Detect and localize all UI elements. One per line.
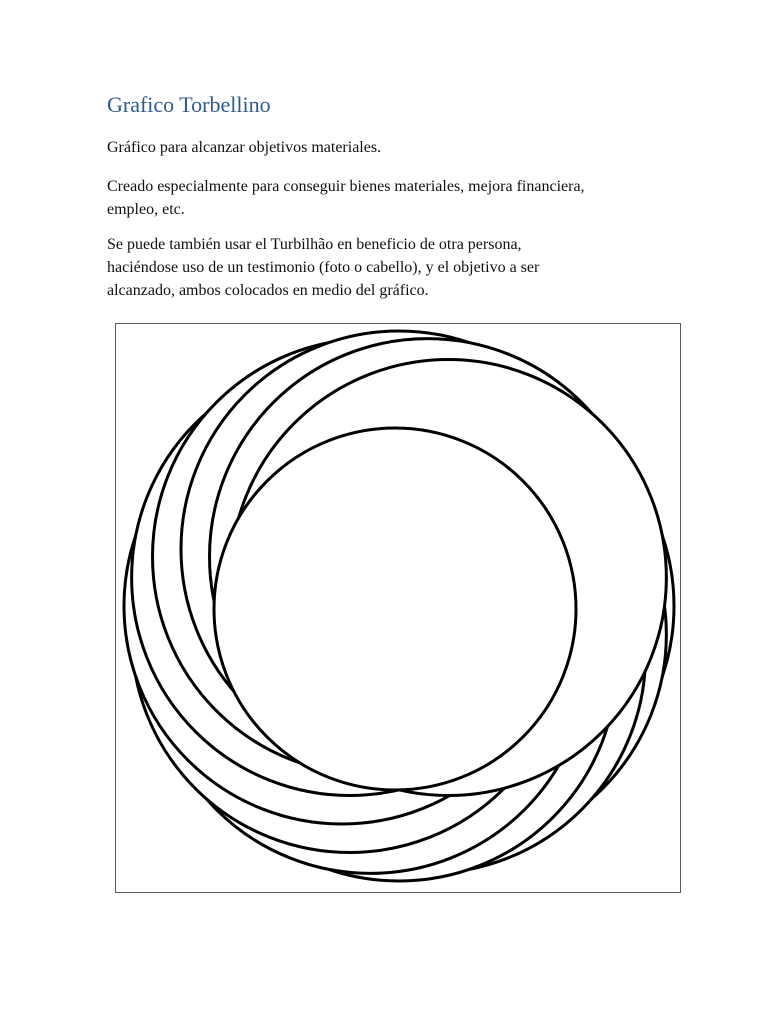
paragraph-2 <box>107 175 667 221</box>
whirlwind-figure-frame <box>115 323 681 893</box>
paragraph-1 <box>107 136 667 159</box>
whirl-center-circle <box>214 428 576 790</box>
paragraph-line: alcanzado, ambos colocados en medio del gráfico. <box>107 282 429 299</box>
paragraph-line: Se puede también usar el Turbilhão en beneficio de otra persona, <box>107 236 522 253</box>
document-title: Grafico Torbellino <box>107 92 271 117</box>
whirlwind-graphic-icon <box>116 324 680 892</box>
paragraph-3 <box>107 233 667 302</box>
paragraph-line: haciéndose uso de un testimonio (foto o cabello), y el objetivo a ser <box>107 259 540 276</box>
paragraph-line: Creado especialmente para conseguir bienes materiales, mejora financiera, <box>107 178 585 195</box>
paragraph-line: Gráfico para alcanzar objetivos materiales. <box>107 139 382 156</box>
paragraph-line: empleo, etc. <box>107 201 185 218</box>
